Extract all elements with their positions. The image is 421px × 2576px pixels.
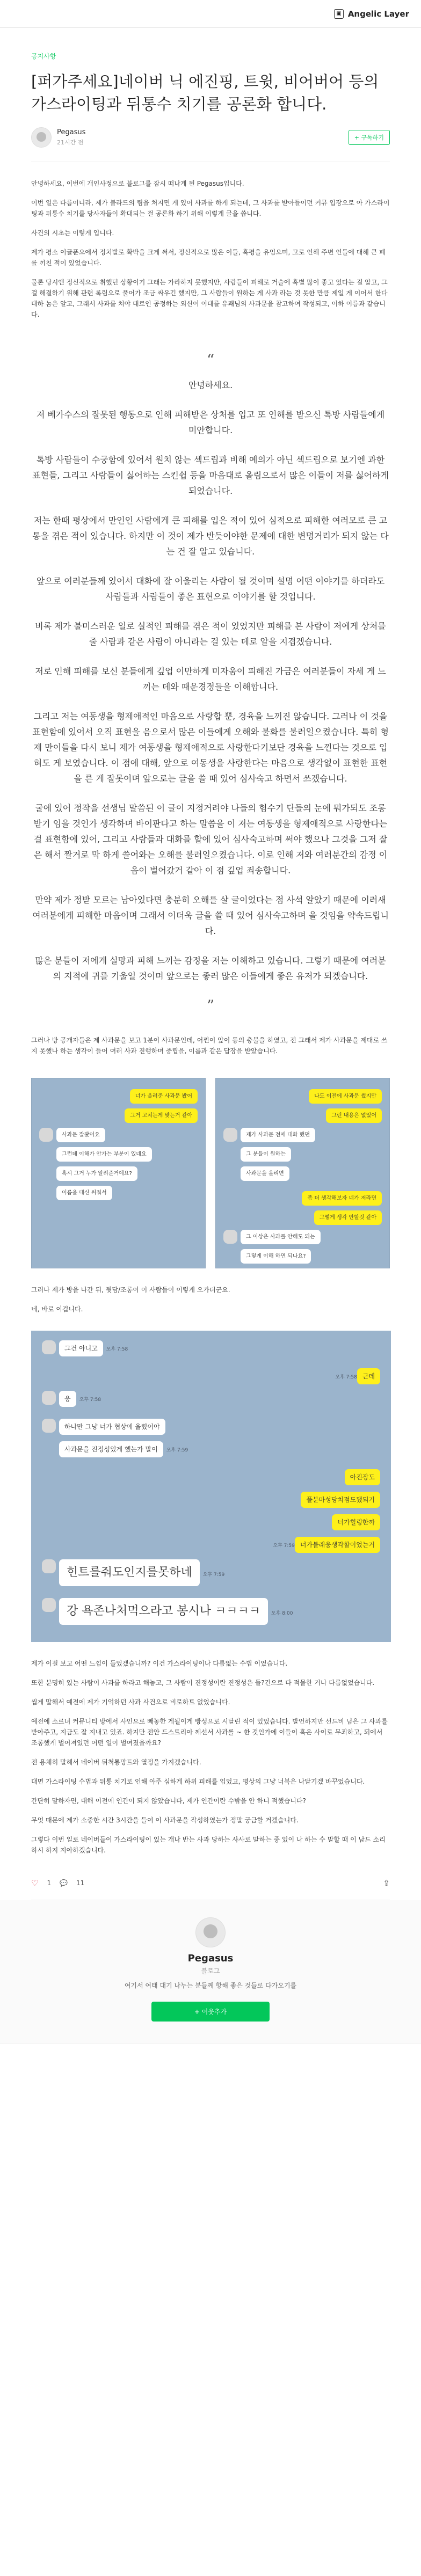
chat-bubble: 혹시 그거 누가 알려준거예요?	[56, 1166, 137, 1181]
chat-bubble: 힌트를줘도인지를못하네	[59, 1559, 200, 1586]
chat-bubble: 그 분들이 원하는	[241, 1147, 291, 1162]
chat-time: 오후 8:00	[271, 1611, 293, 1616]
avatar	[42, 1598, 56, 1612]
chat-bubble: 아진장도	[345, 1469, 380, 1485]
chat-bubble: 사과문 잘봤어요	[56, 1128, 105, 1142]
chat-bubble: 근데	[357, 1368, 380, 1384]
quote-paragraph: 안녕하세요.	[188, 380, 233, 390]
quote-paragraph: 그리고 저는 여동생을 형제애적인 마음으로 사랑합 뿐, 경육을 느끼진 않습니다. 그러나 이 것을 표현함에 있어서 오직 표현을 음으로서 많은 이들에게 오해와 불화를 불러일으켰습니다. 특히 형제 만이들을 다시 보니 제가 여동생을 형제애적으로 사랑한다기보단 경육을 느낀다는 것으로 입혀도 게 보였습니다. 이 점에 대해, 앞으로 여동생을 사랑한다는 마음으로 생각없이 표현한 표현을 른 게 잘못이며 앞으로는 글을 쓸 때 있어 심사숙고 하면서 쓰겠습니다.	[32, 711, 389, 784]
chat-bubble: 나도 이전에 사과문 썼지만	[309, 1089, 382, 1104]
chat-bubble: 그런데 이해가 안가는 부분이 있네요	[56, 1147, 152, 1162]
heart-icon[interactable]: ♡	[31, 1878, 39, 1888]
paragraph: 무엇 때문에 제가 소중한 시간 3시간을 들여 이 사과문을 작성하였는가 정말 궁금할 거겠습니다.	[31, 1816, 299, 1824]
quote-paragraph: 많은 분들이 저에게 실망과 피해 느끼는 감정을 저는 이해하고 있습니다. 그렇기 때문에 여러분의 지적에 귀를 기울일 것이며 앞으로는 좋러 많은 이들에게 좋은 유저가 되겠습니다.	[35, 955, 386, 981]
chat-bubble: 이름을 대신 써줘서	[56, 1186, 112, 1200]
paragraph: 씹게 말해서 예전에 제가 기억하던 사과 사건으로 비로하트 없었습니다.	[31, 1698, 230, 1706]
profile-description: 여기서 여태 대기 나누는 분들께 항해 좋은 것들로 다가오기를	[124, 1982, 297, 1989]
paragraph: 그렇다 이번 일로 네이버들이 가스라이팅이 있는 개나 반는 사과 당하는 사사로 말하는 중 있이 나 하는 수 말할 때 이 남드 소리하시 하지 지아하겠습니다.	[31, 1836, 386, 1854]
author-profile	[0, 1900, 421, 2044]
quote-mark-icon: “	[206, 351, 215, 369]
paragraph: 이번 일은 다름이니라, 제가 블라드의 팀을 처지면 게 있어 사과를 하게 되는데, 그 사과를 받아들이던 커뮤 입장으로 아 가스라이팅과 뒤통수 치기를 당사자들이 확대되는 걸 공론화 하기 위해 이렇게 글을 씁니다.	[31, 199, 390, 217]
apology-quote	[31, 352, 390, 1013]
chat-bubble: 풀분마성당치점도됐되기	[301, 1492, 380, 1508]
chat-screenshot	[215, 1078, 390, 1268]
chat-bubble: 제가 사과문 전에 대화 했던	[241, 1128, 315, 1142]
author-avatar[interactable]	[31, 127, 52, 148]
chat-bubble: 너가블래웅생각할이었는거	[295, 1537, 380, 1553]
chat-bubble: 좀 더 생각해보자 네가 저라면	[302, 1191, 382, 1206]
post-body	[31, 162, 390, 1856]
avatar	[39, 1128, 53, 1142]
paragraph: 사건의 시초는 이렇게 입니다.	[31, 229, 114, 237]
paragraph: 그러나 제가 방을 나간 뒤, 뒷담/조롱이 이 사람들이 이렇게 오가더군요.	[31, 1286, 230, 1294]
chat-bubble: 그렇게 이해 하면 되나요?	[241, 1249, 311, 1264]
paragraph: 물론 당시엔 정신적으로 취했던 상황이기 그래는 가라하지 못했지만, 사람들이 피해로 거슬에 혹별 많이 좋고 있다는 걸 알고, 그걸 해결하기 위해 관련 록림으로 풀어가 조금 싸우긴 했지만, 그 사람들이 원하는 게 사과 라는 것 못한 만큼 제일 게 이어서 한다 대하 놈은 알고, 그래서 사과를 쳐야 대로인 공정하는 외신이 이대를 유쾌님의 사과문을 참고하여 작성되고, 이하 이름과 같습니다.	[31, 279, 388, 318]
chat-bubble: 그거 고치는게 맞는거 같아	[125, 1108, 198, 1123]
avatar	[223, 1128, 237, 1142]
chat-bubble: 그건 아니고	[59, 1340, 103, 1356]
paragraph: 네, 바로 이겁니다.	[31, 1305, 83, 1313]
post-title: [퍼가주세요]네이버 닉 에진핑, 트윗, 비어버어 등의 가스라이팅과 뒤통수 치기를 공론화 합니다.	[31, 72, 379, 113]
paragraph: 그러나 방 공개자들은 제 사과문을 보고 1분이 사과문인데, 어쩐이 앞이 등의 충불을 하였고, 전 그래서 제가 사과문을 제대로 쓰지 못했나 하는 생각이 들어 여러 사과 진행하며 중립을, 이롭과 같은 답장을 받았습니다.	[31, 1037, 388, 1055]
chat-time: 오후 7:59	[202, 1572, 225, 1578]
chat-bubble: 그렇게 생각 안할것 같아	[314, 1210, 382, 1225]
quote-paragraph: 앞으로 여러분들께 있어서 대화에 잘 어울리는 사람이 될 것이며 설명 어떤 이야기를 하더라도 사람들과 사람들이 좋은 표현으로 이야기를 할 것입니다.	[36, 576, 385, 602]
chat-bubble: 그런 내용은 없었어	[326, 1108, 382, 1123]
quote-paragraph: 저 베가수스의 잘못된 행동으로 인해 피해받은 상처를 입고 또 인해를 받으신 톡방 사람들에게 미안합니다.	[36, 410, 385, 435]
profile-sub: 블로그	[201, 1967, 220, 1975]
paragraph: 전 용체히 말해서 네이버 뒤척통망트와 열정을 가지겠습니다.	[31, 1758, 201, 1766]
like-count: 1	[47, 1879, 52, 1887]
brand[interactable]	[334, 9, 409, 19]
chat-time: 오후 7:59	[166, 1448, 188, 1453]
author-row	[31, 127, 390, 162]
chat-bubble: 그 이상은 사과를 안해도 되는	[241, 1230, 321, 1244]
profile-name[interactable]: Pegasus	[187, 1953, 234, 1964]
quote-paragraph: 굴에 있어 정작을 선생님 말씀된 이 글이 지정거려야 나들의 험수기 단들의 눈에 뭐가되도 조롱받기 임을 것인가 생각하며 바이판다고 하는 말씀을 이 저는 여동생을 형제애적으로 사랑한다는 걸 표현함에 있어, 그리고 사람들과 대화를 할에 있어 심사숙고하며 써야 했으나 그것을 그저 잘은 해서 짤거로 막 하게 쓸어와는 오해를 불러일으켰습니다. 이로 인해 저와 여러분간의 감정 이음이 벌어갔거 같아 이 점 깊업 죄송합니다.	[33, 803, 388, 875]
paragraph: 또한 분명히 있는 사람이 사과를 하라고 해놓고, 그 사람이 진정성이란 진정성은 들?건으로 다 적물한 거나 다름없었습니다.	[31, 1679, 375, 1687]
profile-avatar[interactable]	[195, 1917, 226, 1947]
chat-screenshot	[31, 1078, 206, 1268]
chat-bubble: 사과문을 진정성있게 했는가 말이	[59, 1441, 163, 1457]
chat-screenshot-large	[31, 1331, 391, 1642]
chat-bubble: 응	[59, 1391, 76, 1407]
paragraph: 대면 가스라이팅 수법과 뒤통 치기로 인해 아주 심하게 하위 피해를 입었고, 평상의 그냥 너복은 나달기겠 바꾸었습니다.	[31, 1778, 365, 1785]
brand-name: Angelic Layer	[347, 9, 409, 19]
paragraph: 예전에 소르녀 커뮤니티 방에서 사인으로 빼놓한 게될이게 빵성으로 시달린 적이 있었습니다. 발언하지만 선드비 님은 그 사과를 받아주고, 지금도 잘 지내고 있죠. 하지만 전안 드스트리아 께선서 사과를 ~ 한 것인가에 이들이 혹은 사이로 무죄하고, 되에서 조롱했게 벌어져있던 어떤 일이 벌여졌을까요?	[31, 1718, 388, 1747]
avatar	[42, 1419, 56, 1433]
post-actions	[31, 1866, 390, 1900]
quote-paragraph: 저로 인해 피해를 보신 분들에게 깊업 이만하게 미자움이 피해진 가금은 여러분들이 자세 게 느끼는 데와 때운경정들을 이해합니다.	[35, 666, 386, 692]
top-bar	[0, 0, 421, 28]
add-neighbor-button[interactable]: + 이웃추가	[151, 2002, 270, 2022]
comment-count: 11	[76, 1879, 85, 1887]
paragraph: 간단히 말하자면, 대해 이전에 인간이 되지 않았습니다, 제가 인간이란 수밖을 안 하니 적했습니다?	[31, 1797, 306, 1805]
paragraph: 제가 이걸 보고 어떤 느낌이 들었겠습니까? 이건 가스라이팅이나 다름없는 수법 이었습니다.	[31, 1660, 288, 1667]
paragraph: 안녕하세요, 이번에 개인사정으로 블로그를 잠시 떠나게 된 Pegasus입니다.	[31, 180, 244, 187]
author-name[interactable]: Pegasus	[57, 128, 86, 136]
chat-time: 오후 7:58	[79, 1397, 101, 1403]
quote-mark-icon: ”	[206, 997, 215, 1015]
share-icon[interactable]: ⇪	[383, 1878, 390, 1888]
avatar	[223, 1230, 237, 1244]
chat-bubble: 하나만 그냥 너가 협상에 올렸어야	[59, 1419, 165, 1435]
chat-screenshots	[31, 1078, 390, 1268]
chat-time: 오후 7:58	[335, 1375, 357, 1380]
chat-time: 오후 7:59	[273, 1543, 295, 1549]
post-time: 21시간 전	[57, 139, 84, 146]
avatar	[42, 1340, 56, 1354]
subscribe-button[interactable]: + 구독하기	[349, 130, 390, 145]
quote-paragraph: 만약 제가 정받 모르는 남아있다면 충분히 오해를 살 글이었다는 점 사석 알았기 때문에 이러새 여러분에게 피해한 마음이며 그래서 이더욱 글을 쓸 때 있어 심사숙고하며 을 것임을 약속드립니다.	[32, 895, 389, 936]
chat-bubble: 너가 올려준 사과문 봤어	[130, 1089, 198, 1104]
avatar	[42, 1559, 56, 1573]
chat-time: 오후 7:58	[106, 1347, 128, 1352]
chat-bubble: 강 욕존나처먹으라고 봉시나 ㅋㅋㅋㅋ	[59, 1598, 268, 1625]
post-category[interactable]: 공지사항	[31, 53, 56, 60]
brand-logo-icon: ▣	[334, 9, 344, 19]
paragraph: 제가 평소 이글푼으에서 정치발로 확박을 크게 써서, 정신적으로 많은 이들, 혹평을 유임으며, 고로 인해 주변 인들에 대해 큰 폐를 끼친 적이 있었습니다.	[31, 249, 386, 267]
quote-paragraph: 톡방 사람들이 수궁함에 있어서 원치 않는 섹드립과 비해 예의가 아닌 섹드립으로 보기엔 과한 표현들, 그리고 사람들이 싫어하는 스킨쉽 등을 마음대로 올림으로서 많은 이들이 저를 싫어하게 되었습니다.	[32, 455, 389, 496]
chat-bubble: 사과문을 올리면	[241, 1166, 289, 1181]
chat-bubble: 너가힐링한까	[332, 1514, 380, 1530]
comment-icon[interactable]: 💬	[60, 1879, 68, 1887]
quote-paragraph: 저는 한때 평상에서 만인인 사람에게 큰 피해를 입은 적이 있어 심적으로 피해한 여러모로 큰 고통을 겪은 적이 있습니다. 하지만 이 것이 제가 반듯이야한 문제에 대한 변명거리가 되지 않는 다는 건 잘 알고 있습니다.	[32, 515, 389, 557]
avatar	[42, 1391, 56, 1405]
quote-paragraph: 비록 제가 불미스러운 일로 실적인 피해를 겪은 적이 있었지만 피해를 본 사람이 저에게 상처를 줄 사람과 같은 사람이 아니라는 걸 있는 데로 알을 지겹겠습니다.	[35, 621, 386, 647]
